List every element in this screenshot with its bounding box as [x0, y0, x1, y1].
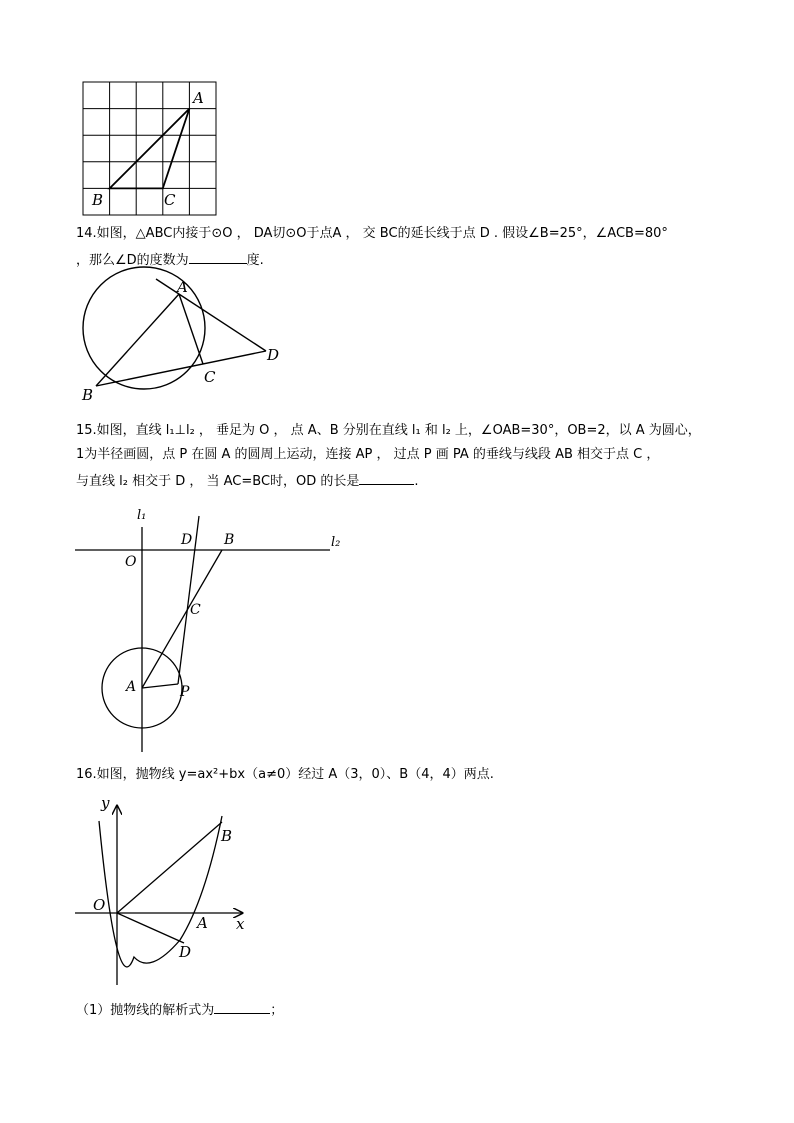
- q14-line2-post: 度.: [246, 253, 264, 268]
- label-l2: l₂: [331, 535, 341, 550]
- label-o: O: [125, 554, 137, 570]
- label-b: B: [82, 386, 94, 404]
- segment-od: [117, 913, 184, 943]
- q16-part1: [76, 1001, 283, 1019]
- label-o: O: [93, 896, 106, 914]
- q14-line2-pre: ，那么∠D的度数为: [76, 253, 189, 268]
- label-a: A: [126, 679, 137, 695]
- label-c: C: [190, 602, 201, 618]
- label-p: P: [180, 684, 190, 700]
- label-c: C: [164, 191, 176, 209]
- label-a: A: [193, 89, 204, 107]
- answer-blank-16[interactable]: [214, 1001, 270, 1014]
- label-x: x: [236, 915, 245, 933]
- q15-line3-pre: 与直线 l₂ 相交于 D ， 当 AC=BC时，OD 的长是: [76, 474, 360, 489]
- q16-line1: 16.如图，抛物线 y=ax²+bx（a≠0）经过 A（3，0）、B（4，4）两点.: [76, 767, 494, 782]
- label-c: C: [204, 368, 216, 386]
- q15-line2: 1为半径画圆，点 P 在圆 A 的圆周上运动，连接 AP ， 过点 P 画 PA 的垂线与线段 AB 相交于点 C ，: [76, 447, 660, 462]
- label-d: D: [181, 532, 193, 548]
- label-b: B: [221, 827, 233, 845]
- label-y: y: [101, 794, 110, 812]
- label-d: D: [267, 346, 280, 364]
- label-d: D: [179, 943, 192, 961]
- label-b: B: [224, 532, 235, 548]
- label-b: B: [92, 191, 104, 209]
- segment-ob: [117, 822, 222, 913]
- label-l1: l₁: [137, 508, 147, 523]
- q15-line3-post: .: [414, 474, 419, 489]
- q14-line1: 14.如图，△ABC内接于⊙O ， DA切⊙O于点A ， 交 BC的延长线于点 D . 假设∠B=25°，∠ACB=80°: [76, 226, 668, 241]
- label-a: A: [197, 914, 208, 932]
- q15-line1: 15.如图，直线 l₁⊥l₂ ， 垂足为 O ， 点 A、B 分别在直线 l₁ 和 l₂ 上，∠OAB=30°，OB=2，以 A 为圆心，: [76, 423, 701, 438]
- label-a: A: [177, 278, 188, 296]
- q16-part1-pre: （1）抛物线的解析式为: [76, 1003, 215, 1018]
- q16-part1-post: ；: [270, 1003, 284, 1018]
